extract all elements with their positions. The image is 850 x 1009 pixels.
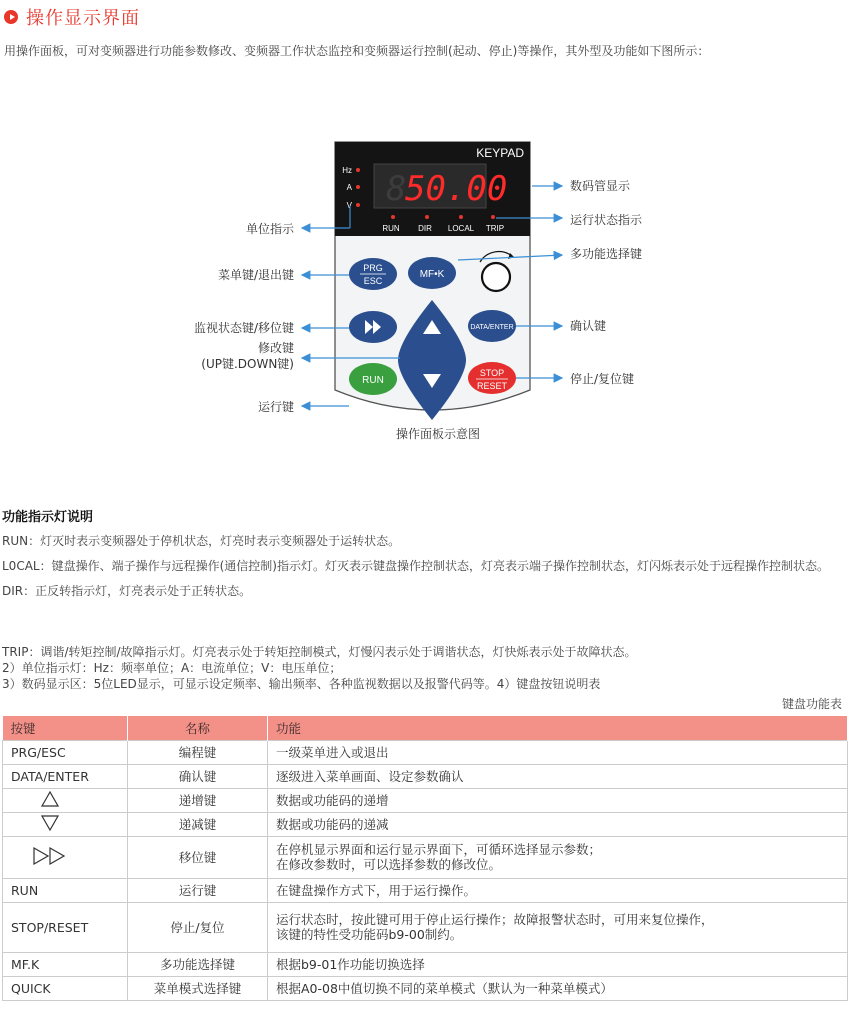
callout-modify-2: (UP键.DOWN键) [201, 357, 294, 371]
status-led-label: TRIP [485, 224, 505, 233]
trip-indicator-text: TRIP：调谐/转矩控制/故障指示灯。灯亮表示处于转矩控制模式，灯慢闪表示处于调谐状态，灯快烁表示处于故障状态。 [2, 645, 637, 659]
prg-esc-button[interactable] [349, 258, 397, 290]
key-cell [3, 836, 128, 878]
function-cell [268, 902, 848, 952]
stop-button-label: STOP [479, 368, 505, 378]
name-cell: 多功能选择键 [128, 952, 268, 976]
unit-led-hz [356, 168, 360, 172]
callout-modify-1: 修改键 [257, 341, 294, 355]
table-header-key: 按键 [3, 716, 128, 740]
function-cell: 一级菜单进入或退出 [268, 740, 848, 764]
table-header-function: 功能 [268, 716, 848, 740]
section-header [4, 6, 140, 28]
unit-led-label: A [346, 183, 352, 192]
dir-indicator-text: DIR：正反转指示灯，灯亮表示处于正转状态。 [2, 584, 252, 598]
function-cell [268, 836, 848, 878]
table-header-row [3, 716, 848, 740]
diagram-caption: 操作面板示意图 [395, 427, 481, 441]
function-line: 该键的特性受功能码b9-00制约。 [276, 927, 463, 942]
table-row [3, 902, 848, 952]
mfk-button[interactable] [408, 257, 456, 289]
segment-display-value: 50.00 [405, 169, 508, 209]
name-cell: 停止/复位 [128, 902, 268, 952]
table-row [3, 740, 848, 764]
keypad-diagram [0, 120, 850, 460]
name-cell: 运行键 [128, 878, 268, 902]
callout-digital-display: 数码管显示 [570, 179, 631, 193]
indicator-section-title: 功能指示灯说明 [2, 510, 94, 525]
callout-status-indicator: 运行状态指示 [570, 213, 643, 227]
callout-menu-exit: 菜单键/退出键 [217, 268, 294, 282]
segment-display-ghost: 8 [386, 169, 407, 209]
run-button-label: RUN [362, 375, 384, 386]
callout-run-key: 运行键 [257, 400, 294, 414]
key-cell: MF.K [3, 952, 128, 976]
display-note-text: 3）数码显示区：5位LED显示，可显示设定频率、输出频率、各种监视数据以及报警代码等。4）键盘按钮说明表 [2, 677, 601, 691]
status-led-label: LOCAL [447, 224, 475, 233]
table-row [3, 788, 848, 812]
reset-button-label: RESET [476, 381, 508, 391]
function-cell: 数据或功能码的递减 [268, 812, 848, 836]
name-cell: 确认键 [128, 764, 268, 788]
function-cell: 逐级进入菜单画面、设定参数确认 [268, 764, 848, 788]
intro-text: 用操作面板，可对变频器进行功能参数修改、变频器工作状态监控和变频器运行控制(起动、停止)等操作，其外型及功能如下图所示： [4, 44, 710, 58]
table-caption: 键盘功能表 [781, 697, 842, 711]
function-cell: 数据或功能码的递增 [268, 788, 848, 812]
callout-multi-function: 多功能选择键 [570, 247, 643, 261]
key-cell [3, 788, 128, 812]
play-circle-icon [4, 10, 18, 24]
key-cell [3, 812, 128, 836]
table-header-name: 名称 [128, 716, 268, 740]
callout-confirm: 确认键 [570, 319, 607, 333]
key-function-table [2, 716, 848, 1001]
run-indicator-text: RUN：灯灭时表示变频器处于停机状态，灯亮时表示变频器处于运转状态。 [2, 534, 401, 548]
unit-led-v [356, 203, 360, 207]
function-line: 在修改参数时，可以选择参数的修改位。 [276, 857, 502, 872]
table-row [3, 764, 848, 788]
function-line: 运行状态时，按此键可用于停止运行操作；故障报警状态时，可用来复位操作， [276, 912, 714, 927]
data-enter-button[interactable] [468, 310, 516, 342]
unit-led-label: Hz [342, 166, 352, 175]
mfk-button-label: MF•K [419, 269, 445, 280]
function-cell: 在键盘操作方式下，用于运行操作。 [268, 878, 848, 902]
page-title: 操作显示界面 [26, 8, 140, 29]
name-cell: 递增键 [128, 788, 268, 812]
name-cell: 递减键 [128, 812, 268, 836]
unit-led-a [356, 185, 360, 189]
table-row [3, 976, 848, 1000]
status-led-local [459, 215, 463, 219]
status-led-dir [425, 215, 429, 219]
key-cell: STOP/RESET [3, 902, 128, 952]
run-button[interactable] [349, 363, 397, 395]
status-led-trip [491, 215, 495, 219]
function-cell: 根据b9-01作功能切换选择 [268, 952, 848, 976]
key-cell: RUN [3, 878, 128, 902]
triangle-up-icon [41, 791, 59, 807]
keypad-brand-label: KEYPAD [476, 146, 524, 160]
esc-button-label: ESC [363, 276, 383, 286]
status-led-label: DIR [418, 224, 432, 233]
prg-button-label: PRG [363, 263, 383, 273]
status-led-run [391, 215, 395, 219]
triangle-down-icon [41, 815, 59, 831]
double-arrow-right-icon [33, 847, 67, 865]
table-row [3, 812, 848, 836]
key-cell: DATA/ENTER [3, 764, 128, 788]
callout-monitor-shift: 监视状态键/移位键 [193, 321, 294, 335]
table-row [3, 952, 848, 976]
callout-stop-reset: 停止/复位键 [570, 372, 635, 386]
name-cell: 编程键 [128, 740, 268, 764]
callout-unit-indicator: 单位指示 [245, 222, 294, 236]
key-cell: PRG/ESC [3, 740, 128, 764]
local-indicator-text: L0CAL：键盘操作、端子操作与远程操作(通信控制)指示灯。灯灭表示键盘操作控制状态，灯亮表示端子操作控制状态，灯闪烁表示处于远程操作控制状态。 [2, 559, 829, 573]
function-line: 在停机显示界面和运行显示界面下，可循环选择显示参数； [276, 842, 602, 857]
status-led-label: RUN [382, 224, 400, 233]
data-enter-button-label: DATA/ENTER [470, 324, 514, 331]
unit-led-label: V [346, 201, 352, 210]
name-cell: 移位键 [128, 836, 268, 878]
name-cell: 菜单模式选择键 [128, 976, 268, 1000]
unit-note-text: 2）单位指示灯：Hz：频率单位；A：电流单位；V：电压单位； [2, 661, 342, 675]
shift-button[interactable] [349, 311, 397, 343]
stop-reset-button[interactable] [468, 362, 516, 394]
table-row [3, 878, 848, 902]
key-cell: QUICK [3, 976, 128, 1000]
function-cell: 根据A0-08中值切换不同的菜单模式（默认为一种菜单模式） [268, 976, 848, 1000]
table-row [3, 836, 848, 878]
